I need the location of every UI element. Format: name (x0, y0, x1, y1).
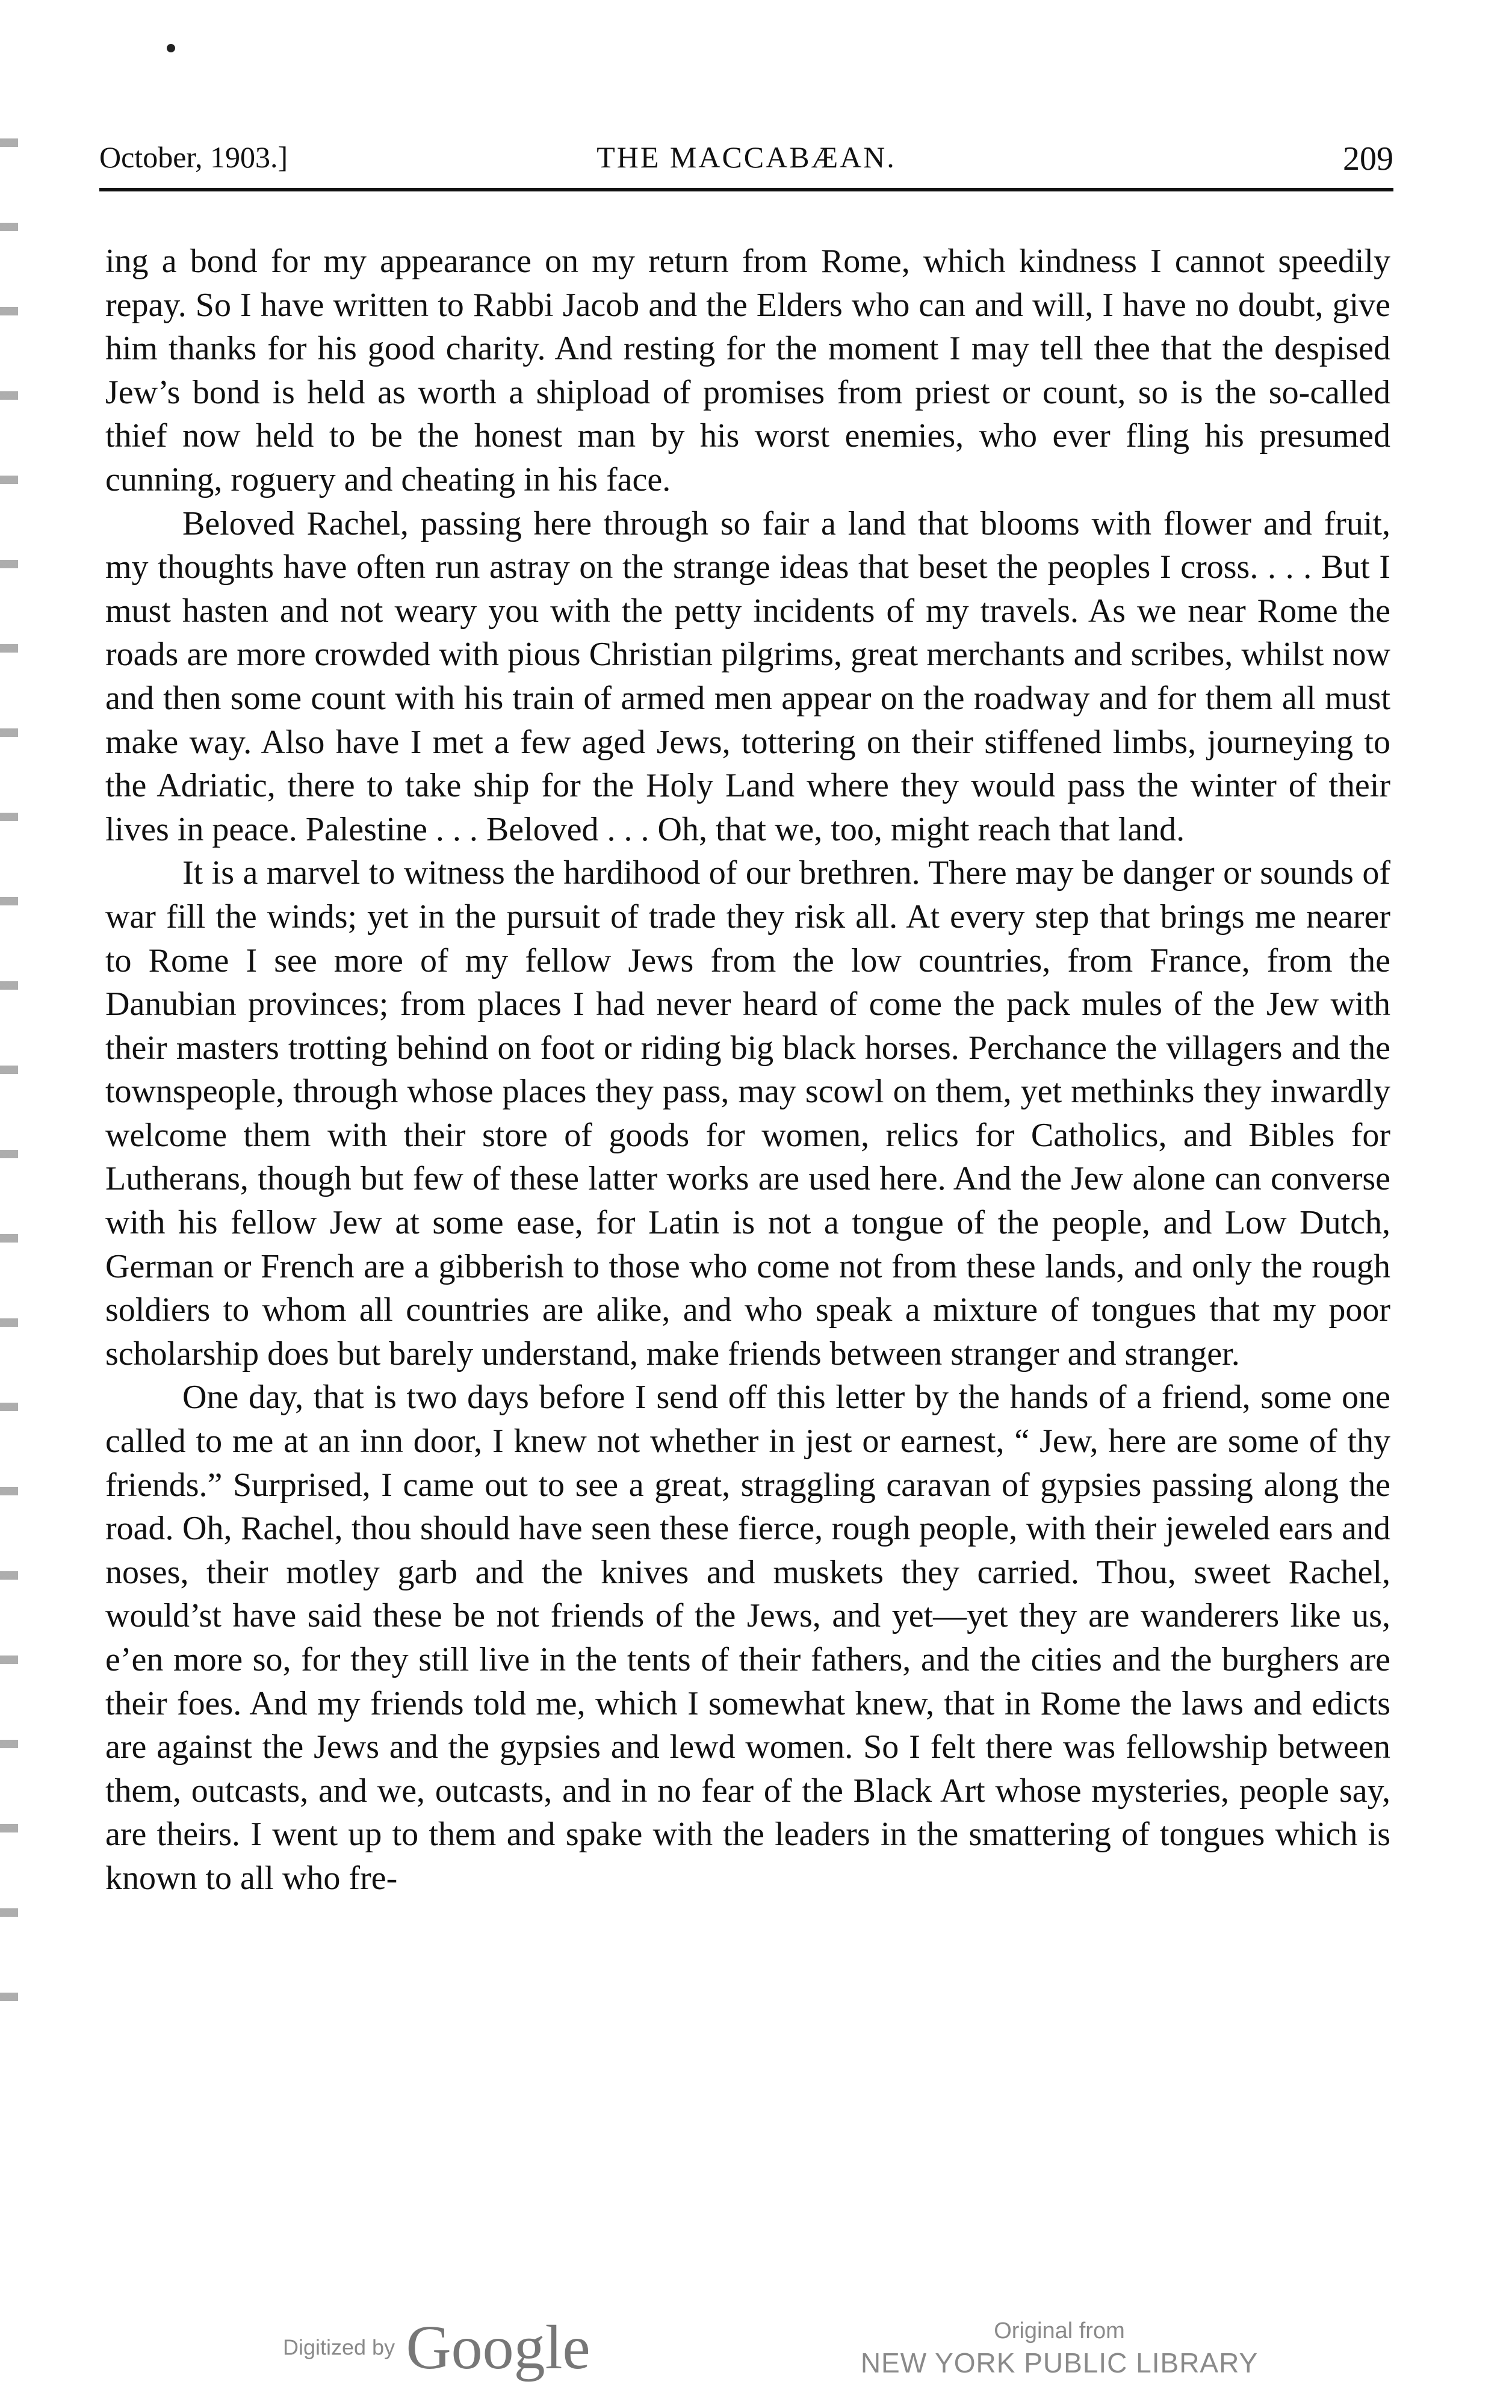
paragraph: It is a marvel to witness the hardihood of our brethren. There may be danger or sounds of war fill the winds; yet in the pursuit of trade they risk all. At every step that brings me nearer to Rome I see more of my fellow Jews from the low countries, from France, from the Danubian provinces; from places I had never heard of come the pack mules of the Jew with their masters trotting behind on foot or riding big black horses. Perchance the villagers and the townspeople, through whose places they pass, may scowl on them, yet methinks they inwardly welcome them with their store of goods for women, relics for Catholics, and Bibles for Lutherans, though but few of these latter works are used here. And the Jew alone can converse with his fellow Jew at some ease, for Latin is not a tongue of the people, and Low Dutch, German or French are a gibberish to those who come not from these lands, and only the rough soldiers to whom all countries are alike, and who speak a mixture of tongues that my poor scholarship does but barely understand, make friends between stranger and stranger. (105, 854, 1390, 1373)
paragraph: One day, that is two days before I send off this letter by the hands of a friend, some one called to me at an inn door, I knew not whether in jest or earnest, “ Jew, here are some of thy friends.” Surprised, I came out to see a great, straggling caravan of gypsies passing along the road. Oh, Rachel, thou should have seen these fierce, rough people, with their jeweled ears and noses, their motley garb and the knives and muskets they carried. Thou, sweet Rachel, would’st have said these be not friends of the Jews, and yet—yet they are wanderers like us, e’en more so, for they still live in the tents of their fathers, and the cities and the burghers are their foes. And my friends told me, which I somewhat knew, that in Rome the laws and edicts are against the Jews and the gypsies and lewd women. So I felt there was fellowship between them, outcasts, and we, outcasts, and in no fear of the Black Art whose mysteries, people say, are theirs. I went up to them and spake with the leaders in the smattering of tongues which is known to all who fre- (105, 1379, 1390, 1897)
google-logo: Google (406, 2313, 590, 2382)
original-from-label: Original from (994, 2318, 1125, 2344)
body-text (105, 240, 1390, 1901)
digitized-by-label: Digitized by (283, 2335, 395, 2360)
issue-date: October, 1903.] (99, 140, 288, 174)
header-rule (99, 188, 1393, 191)
running-header (99, 134, 1393, 176)
ink-speck (167, 44, 175, 52)
source-library-watermark (849, 2316, 1270, 2380)
digitized-by-google-watermark (283, 2312, 590, 2383)
paragraph: Beloved Rachel, passing here through so fair a land that blooms with flower and fruit, my thoughts have often run astray on the strange ideas that beset the peoples I cross. . . . But I must hasten and not weary you with the petty incidents of my travels. As we near Rome the roads are more crowded with pious Christian pilgrims, great merchants and scribes, whilst now and then some count with his train of armed men appear on the roadway and for them all must make way. Also have I met a few aged Jews, tottering on their stiffened limbs, journeying to the Adriatic, there to take ship for the Holy Land where they would pass the winter of their lives in peace. Palestine . . . Beloved . . . Oh, that we, too, might reach that land. (105, 504, 1390, 848)
library-name: NEW YORK PUBLIC LIBRARY (860, 2347, 1259, 2379)
journal-title: THE MACCABÆAN. (596, 140, 896, 174)
paragraph: ing a bond for my appearance on my return from Rome, which kindness I cannot speedily repay. So I have written to Rabbi Jacob and the Elders who can and will, I have no doubt, give him thanks for his good charity. And resting for the moment I may tell thee that the despised Jew’s bond is held as worth a shipload of promises from priest or count, so is the so-called thief now held to be the honest man by his worst enemies, who ever fling his presumed cunning, roguery and cheating in his face. (105, 243, 1390, 498)
bleed-through-margin (0, 108, 18, 2035)
page-number: 209 (1343, 140, 1393, 178)
